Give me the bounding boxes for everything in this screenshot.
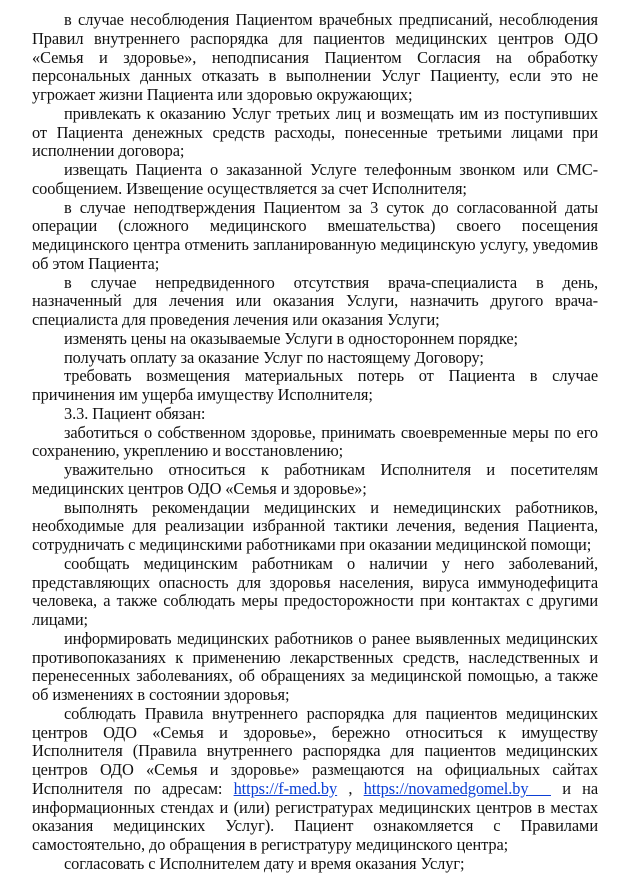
paragraph-refuse-services: в случае несоблюдения Пациентом врачебных предписаний, несоблюдения Правил внутреннего распорядка для пациентов медицинских центров ОДО «Семья и здоровье», неподписания Пациентом Согласия на обработку персональных данных отказать в выполнении Услуг Пациенту, если это не угрожает жизни Пациента или здоровью окружающих; — [32, 10, 598, 104]
paragraph-cancel-operation: в случае неподтверждения Пациентом за 3 суток до согласованной даты операции (сложного медицинского вмешательства) своего посещения медицинского центра отменить запланированную медицинскую услугу, уведомив об этом Пациента; — [32, 197, 598, 273]
paragraph-change-prices: изменять цены на оказываемые Услуги в одностороннем порядке; — [64, 328, 518, 348]
paragraph-replace-specialist: в случае непредвиденного отсутствия врача-специалиста в день, назначенный для лечения или оказания Услуги, назначить другого врача-специалиста для проведения лечения или оказания Услуги; — [32, 272, 598, 329]
link-trailing-underline — [528, 779, 551, 798]
paragraph-respect-staff: уважительно относиться к работникам Исполнителя и посетителям медицинских центров ОДО «Семья и здоровье»; — [32, 460, 598, 498]
paragraph-third-parties: привлекать к оказанию Услуг третьих лиц и возмещать им из поступивших от Пациента денежных средств расходы, понесенные третьими лицами при исполнении договора; — [32, 103, 598, 161]
paragraph-follow-recommendations: выполнять рекомендации медицинских и немедицинских работников, необходимые для реализации избранной тактики лечения, ведения Пациента, сотрудничать с медицинскими работниками при оказании медицинской помощи; — [32, 497, 598, 554]
paragraph-inform-contraindications: информировать медицинских работников о ранее выявленных медицинских противопоказаниях к применению лекарственных средств, наследственных и перенесенных заболеваниях, об обращениях за медицинской помощью, а также об изменениях в состоянии здоровья; — [32, 628, 598, 704]
paragraph-claim-damages: требовать возмещения материальных потерь от Пациента в случае причинения им ущерба имуществу Исполнителя; — [32, 366, 598, 404]
paragraph-receive-payment: получать оплату за оказание Услуг по настоящему Договору; — [64, 347, 484, 367]
rules-text-before: соблюдать Правила внутреннего распорядка для пациентов медицинских центров ОДО «Семья и здоровье», бережно относиться к имуществу Исполнителя (Правила внутреннего распорядка для пациентов медицинских центров ОДО «Семья и здоровье» размещаются на официальных сайтах Исполнителя по адресам: — [32, 703, 598, 798]
paragraph-report-diseases: сообщать медицинским работникам о наличии у него заболеваний, представляющих опасность для здоровья населения, вируса иммунодефицита человека, а также соблюдать меры предосторожности при контактах с другими лицами; — [32, 553, 598, 629]
document-page — [32, 11, 598, 874]
rules-text-between: , — [337, 778, 364, 798]
paragraph-agree-date: согласовать с Исполнителем дату и время оказания Услуг; — [64, 853, 465, 873]
section-heading-patient-obligations: 3.3. Пациент обязан: — [64, 403, 206, 423]
paragraph-notify-patient: извещать Пациента о заказанной Услуге телефонным звонком или СМС-сообщением. Извещение осуществляется за счет Исполнителя; — [32, 160, 598, 198]
link-novamedgomel[interactable]: https://novamedgomel.by — [363, 778, 529, 798]
link-f-med[interactable]: https://f-med.by — [233, 778, 338, 798]
paragraph-follow-rules — [32, 705, 598, 855]
rules-text-after: и на информационных стендах и (или) регистратурах медицинских центров в местах оказания медицинских Услуг). Пациент ознакомляется с Правилами самостоятельно, до обращения в регистратуру медицинского центра; — [32, 778, 599, 854]
paragraph-care-health: заботиться о собственном здоровье, принимать своевременные меры по его сохранению, укреплению и восстановлению; — [32, 422, 598, 461]
